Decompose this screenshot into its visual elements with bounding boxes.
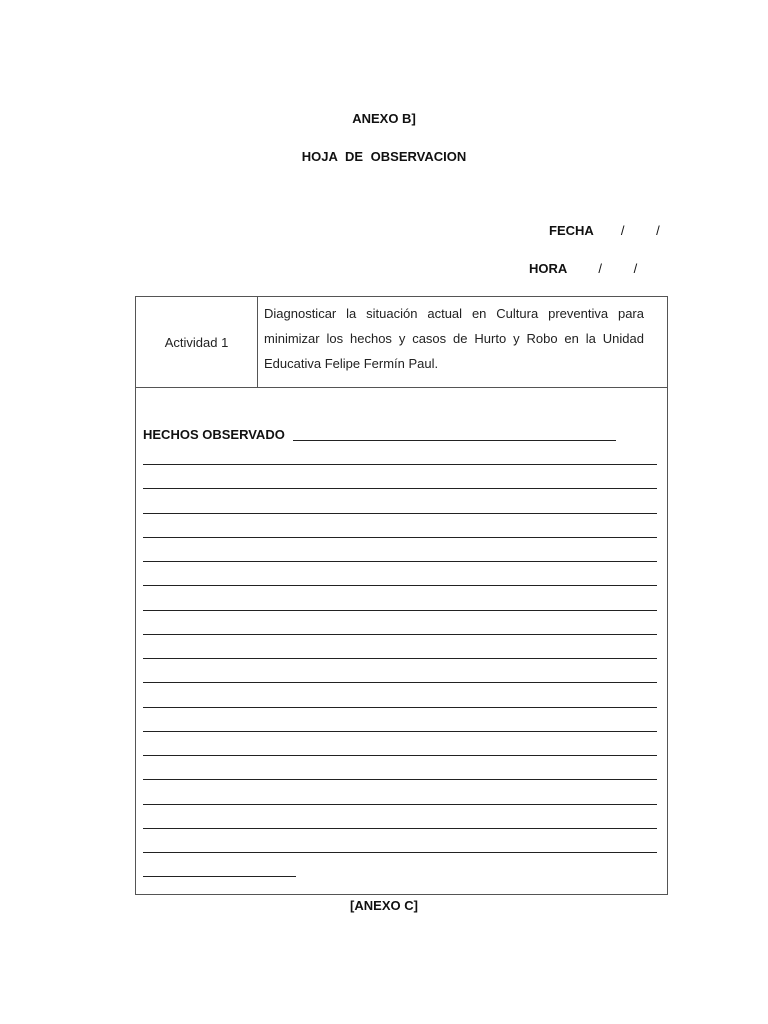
writing-line — [143, 513, 657, 514]
writing-line — [143, 731, 657, 732]
hora-slash: / — [633, 261, 638, 276]
hora-field — [529, 261, 637, 276]
fecha-slash: / — [620, 223, 625, 238]
writing-line — [143, 561, 657, 562]
writing-line — [143, 804, 657, 805]
writing-line — [143, 682, 657, 683]
hechos-observado-label: HECHOS OBSERVADO — [143, 427, 285, 442]
writing-line — [143, 707, 657, 708]
fecha-field — [549, 223, 660, 238]
writing-line — [143, 828, 657, 829]
hora-slash: / — [598, 261, 603, 276]
observation-table — [135, 296, 668, 895]
writing-line — [293, 440, 616, 441]
activity-description: Diagnosticar la situación actual en Cultura preventiva para minimizar los hechos y casos de Hurto y Robo en la Unidad Educativa Felipe Fermín Paul. — [264, 306, 644, 371]
writing-line — [143, 537, 657, 538]
writing-line — [143, 852, 657, 853]
fecha-slash: / — [656, 223, 660, 238]
fecha-label: FECHA — [549, 223, 594, 238]
writing-line — [143, 610, 657, 611]
activity-label-cell — [136, 297, 258, 387]
writing-line — [143, 755, 657, 756]
writing-line — [143, 634, 657, 635]
writing-line — [143, 658, 657, 659]
writing-line — [143, 779, 657, 780]
document-subtitle: HOJA DE OBSERVACION — [301, 149, 467, 164]
next-annex-title: [ANEXO C] — [350, 898, 418, 913]
document-title: ANEXO B] — [352, 111, 416, 126]
activity-row — [136, 297, 667, 388]
writing-line — [143, 464, 657, 465]
writing-line — [143, 488, 657, 489]
hora-label: HORA — [529, 261, 567, 276]
activity-label: Actividad 1 — [164, 334, 229, 350]
writing-line — [143, 876, 296, 877]
writing-line — [143, 585, 657, 586]
